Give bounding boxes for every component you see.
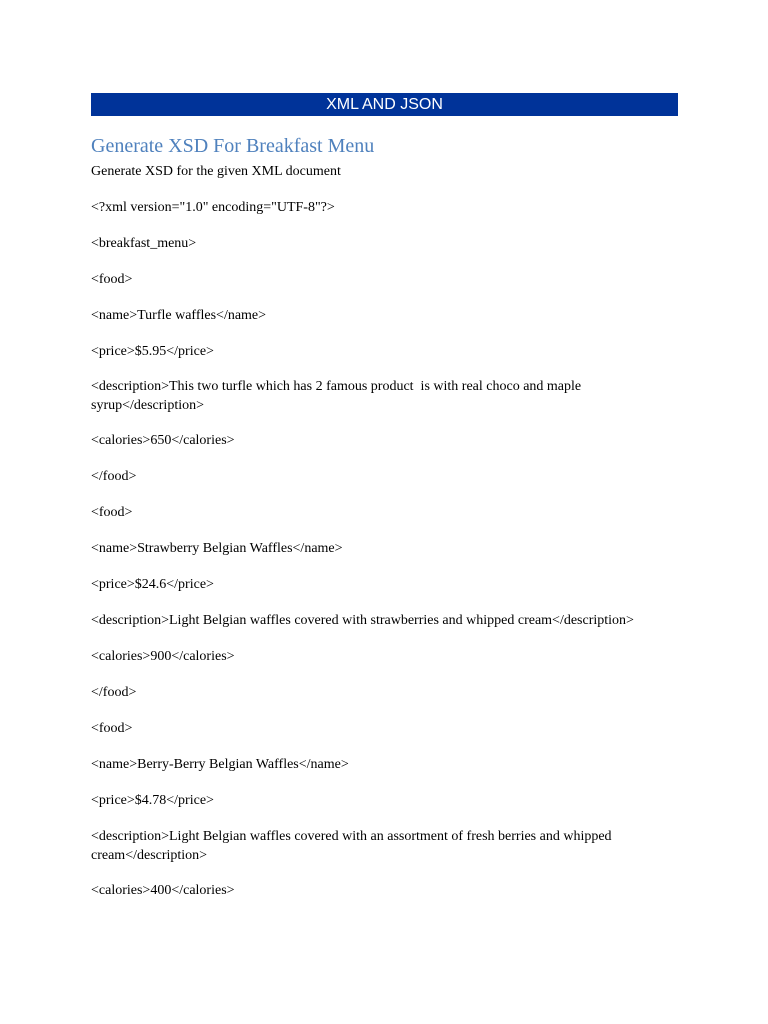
xml-line: <food>: [91, 505, 133, 520]
xml-line: <calories>650</calories>: [91, 433, 235, 448]
xml-line: <description>Light Belgian waffles covered with strawberries and whipped cream</description>: [91, 613, 634, 628]
xml-line: <name>Turfle waffles</name>: [91, 308, 267, 323]
xml-line: <food>: [91, 272, 133, 287]
page-heading: Generate XSD For Breakfast Menu: [91, 135, 375, 157]
xml-line: <calories>400</calories>: [91, 883, 235, 898]
xml-line: <breakfast_menu>: [91, 236, 197, 251]
xml-line: <calories>900</calories>: [91, 649, 235, 664]
xml-line: <name>Strawberry Belgian Waffles</name>: [91, 541, 343, 556]
section-banner: XML AND JSON: [91, 93, 678, 116]
xml-line: <price>$24.6</price>: [91, 577, 214, 592]
xml-line: <description>Light Belgian waffles covered with an assortment of fresh berries and whipped cream</description>: [91, 829, 616, 863]
xml-line: <name>Berry-Berry Belgian Waffles</name>: [91, 757, 349, 772]
xml-line: </food>: [91, 469, 137, 484]
xml-line: <price>$4.78</price>: [91, 793, 214, 808]
xml-line: <?xml version="1.0" encoding="UTF-8"?>: [91, 200, 335, 215]
intro-text: Generate XSD for the given XML document: [91, 164, 341, 179]
xml-line: </food>: [91, 685, 137, 700]
xml-line: <food>: [91, 721, 133, 736]
xml-line: <description>This two turfle which has 2 famous product is with real choco and maple syrup</description>: [91, 379, 585, 413]
xml-line: <price>$5.95</price>: [91, 344, 214, 359]
